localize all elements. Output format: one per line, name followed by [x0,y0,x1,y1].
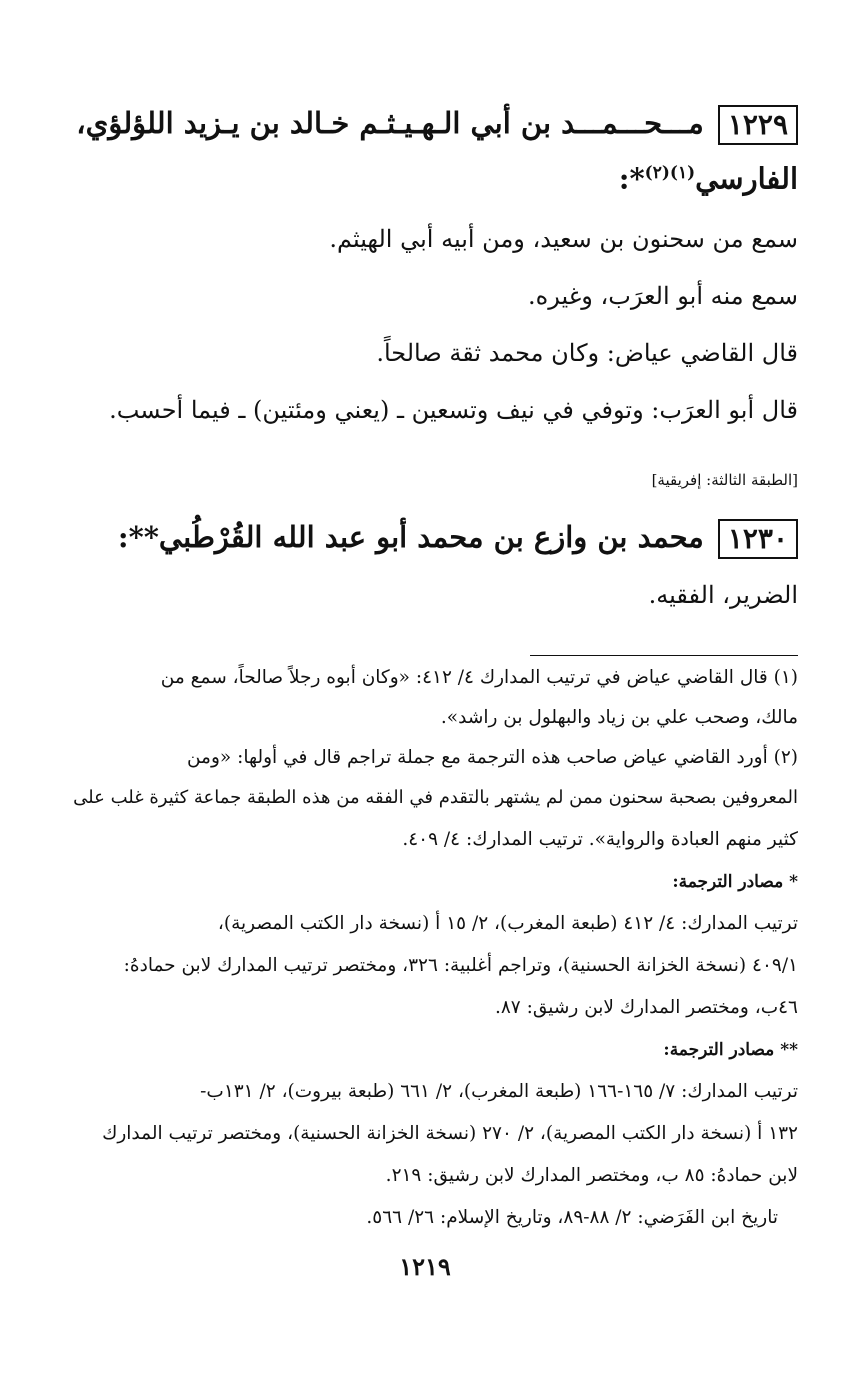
entry-line: الضرير، الفقيه. [648,581,798,609]
sources-line: ٤٦ب، ومختصر المدارك لابن رشيق: ٨٧. [494,997,798,1018]
sources-line: ٤٠٩/١ (نسخة الخزانة الحسنية)، وتراجم أغلبية: ٣٢٦، ومختصر ترتيب المدارك لابن حمادهُ: [123,955,798,976]
footnote-line: (٢) أورد القاضي عياض صاحب هذه الترجمة مع جملة تراجم قال في أولها: «ومن [186,747,798,768]
entry-heading-1229-cont [60,148,798,204]
sources-line: ترتيب المدارك: ٧/ ١٦٥-١٦٦ (طبعة المغرب)، ٢/ ٦٦١ (طبعة بيروت)، ٢/ ١٣١ب- [200,1081,798,1102]
entry-heading-1230 [60,512,798,562]
entry-line: قال أبو العرَب: وتوفي في نيف وتسعين ـ (يعني ومئتين) ـ فيما أحسب. [109,396,798,424]
entry-number-1229: ١٢٢٩ [718,105,798,145]
footnote-refs-1229: (١)(٢) [644,163,696,183]
sources-label-2: ** مصادر الترجمة: [663,1040,798,1060]
footnote-line: (١) قال القاضي عياض في ترتيب المدارك ٤/ ٤١٢: «وكان أبوه رجلاً صالحاً، سمع من [160,667,798,688]
entry-line: سمع من سحنون بن سعيد، ومن أبيه أبي الهيثم. [329,225,798,253]
entry-heading-1229 [60,98,798,148]
footnote-line: كثير منهم العبادة والرواية». ترتيب المدارك: ٤/ ٤٠٩. [402,829,798,850]
entry-number-1230: ١٢٣٠ [718,519,798,559]
entry-title-1229: مـــحـــمـــد بن أبي الـهـيـثـم خـالد بن يـزيد اللؤلؤي، [76,106,704,140]
sources-mark-1229: *: [618,161,645,196]
sources-line: ترتيب المدارك: ٤/ ٤١٢ (طبعة المغرب)، ٢/ ١٥ أ (نسخة دار الكتب المصرية)، [217,913,798,934]
sources-line: تاريخ ابن الفَرَضي: ٢/ ٨٨-٨٩، وتاريخ الإسلام: ٢٦/ ٥٦٦. [366,1207,778,1228]
entry-title-1229-line2: الفارسي [695,161,798,196]
section-tag: [الطبقة الثالثة: إفريقية] [651,471,798,489]
entry-title-1230: محمد بن وازع بن محمد أبو عبد الله القُرْطُبي**: [117,520,704,554]
footnote-divider [530,655,798,656]
entry-line: سمع منه أبو العرَب، وغيره. [528,282,798,310]
sources-line: ١٣٢ أ (نسخة دار الكتب المصرية)، ٢/ ٢٧٠ (نسخة الخزانة الحسنية)، ومختصر ترتيب المدارك [102,1123,798,1144]
sources-line: لابن حمادهُ: ٨٥ ب، ومختصر المدارك لابن رشيق: ٢١٩. [385,1165,798,1186]
sources-label-1: * مصادر الترجمة: [672,872,798,892]
page-number: ١٢١٩ [399,1252,451,1281]
footnote-line: المعروفين بصحبة سحنون ممن لم يشتهر بالتقدم في الفقه من هذه الطبقة جماعة كثيرة غلب على [73,787,798,808]
entry-line: قال القاضي عياض: وكان محمد ثقة صالحاً. [376,339,798,367]
footnote-line: مالك، وصحب علي بن زياد والبهلول بن راشد». [440,707,798,728]
